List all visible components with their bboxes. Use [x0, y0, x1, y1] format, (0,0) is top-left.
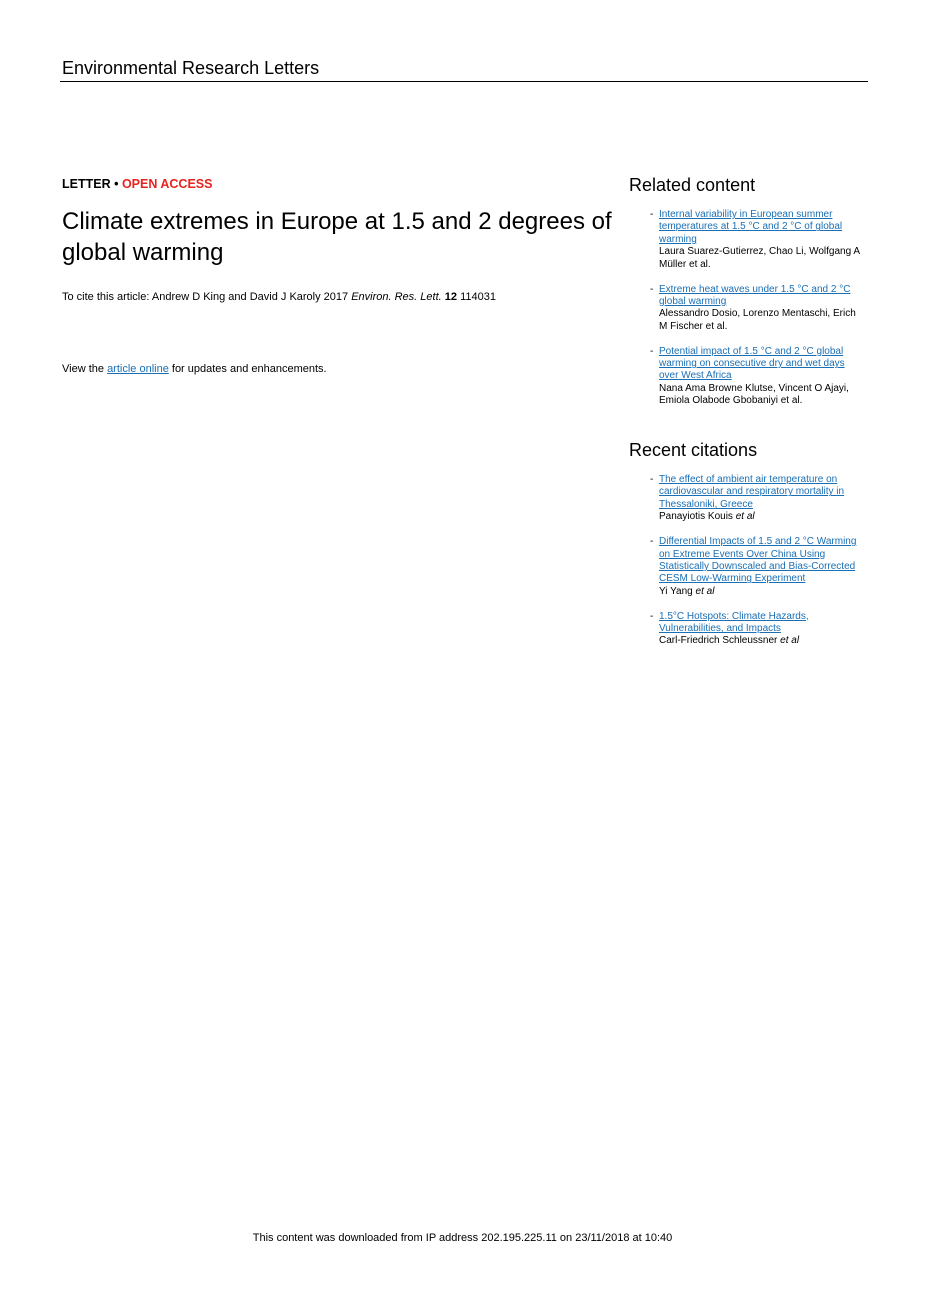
- related-item: [650, 284, 865, 334]
- related-content-list: [650, 209, 865, 420]
- journal-title: Environmental Research Letters: [62, 58, 320, 78]
- related-item-authors: Nana Ama Browne Klutse, Vincent O Ajayi, Emiola Olabode Gbobaniyi et al.: [659, 382, 849, 407]
- list-dash: -: [650, 209, 654, 220]
- citation-item-authors: [659, 511, 865, 523]
- list-dash: -: [650, 283, 654, 295]
- type-separator: •: [110, 177, 122, 191]
- related-item-authors: Alessandro Dosio, Lorenzo Mentaschi, Erich M Fischer et al.: [659, 308, 856, 332]
- citation-item-link[interactable]: Differential Impacts of 1.5 and 2 °C Warming on Extreme Events Over China Using Statistically Downscaled and Bias-Corrected CESM Low-Warming Experiment: [659, 536, 857, 585]
- citation-author-name: Panayiotis Kouis: [659, 511, 736, 523]
- article-title: Climate extremes in Europe at 1.5 and 2 degrees of global warming: [62, 208, 612, 266]
- citation-item: [650, 536, 865, 598]
- citation-line: [62, 290, 602, 304]
- header-divider: [60, 81, 868, 82]
- citation-item: [650, 474, 865, 524]
- related-content-heading: Related content: [629, 175, 756, 195]
- related-item: [650, 346, 865, 408]
- article-type-label: LETTER: [62, 177, 111, 191]
- citation-et-al: et al: [695, 585, 715, 597]
- related-item-link[interactable]: Internal variability in European summer temperatures at 1.5 °C and 2 °C of global warming: [659, 209, 843, 245]
- list-dash: -: [650, 474, 654, 485]
- view-suffix: for updates and enhancements.: [168, 363, 327, 375]
- open-access-label: OPEN ACCESS: [121, 177, 213, 191]
- citation-item-authors: [659, 586, 865, 598]
- cite-volume: 12: [444, 291, 458, 303]
- cite-journal: Environ. Res. Lett.: [351, 291, 442, 303]
- view-prefix: View the: [62, 363, 108, 375]
- download-footer: This content was downloaded from IP address 202.195.225.11 on 23/11/2018 at 10:40: [252, 1232, 673, 1244]
- related-item-link[interactable]: Potential impact of 1.5 °C and 2 °C global warming on consecutive dry and wet days over West Africa: [659, 345, 845, 382]
- citation-et-al: et al: [735, 511, 755, 523]
- citation-item-authors: [659, 635, 865, 647]
- article-online-link[interactable]: article online: [107, 363, 169, 375]
- list-dash: -: [650, 345, 654, 357]
- related-item: [650, 209, 865, 271]
- citation-et-al: et al: [780, 635, 800, 647]
- cite-article-number: 114031: [457, 291, 496, 303]
- citation-item-link[interactable]: 1.5°C Hotspots: Climate Hazards, Vulnerabilities, and Impacts: [659, 610, 809, 635]
- citation-item: [650, 611, 865, 648]
- related-item-authors: Laura Suarez-Gutierrez, Chao Li, Wolfgang A Müller et al.: [659, 246, 860, 270]
- related-item-link[interactable]: Extreme heat waves under 1.5 °C and 2 °C global warming: [659, 283, 851, 307]
- view-online-line: [62, 362, 602, 376]
- recent-citations-list: [650, 474, 865, 660]
- list-dash: -: [650, 536, 654, 548]
- citation-author-name: Carl-Friedrich Schleussner: [659, 635, 781, 647]
- recent-citations-heading: Recent citations: [629, 440, 758, 460]
- citation-item-link[interactable]: The effect of ambient air temperature on cardiovascular and respiratory mortality in Thessaloniki, Greece: [659, 474, 845, 510]
- list-dash: -: [650, 610, 654, 622]
- citation-author-name: Yi Yang: [659, 585, 696, 597]
- cite-prefix: To cite this article: Andrew D King and David J Karoly 2017: [62, 291, 352, 303]
- article-type: [62, 177, 212, 191]
